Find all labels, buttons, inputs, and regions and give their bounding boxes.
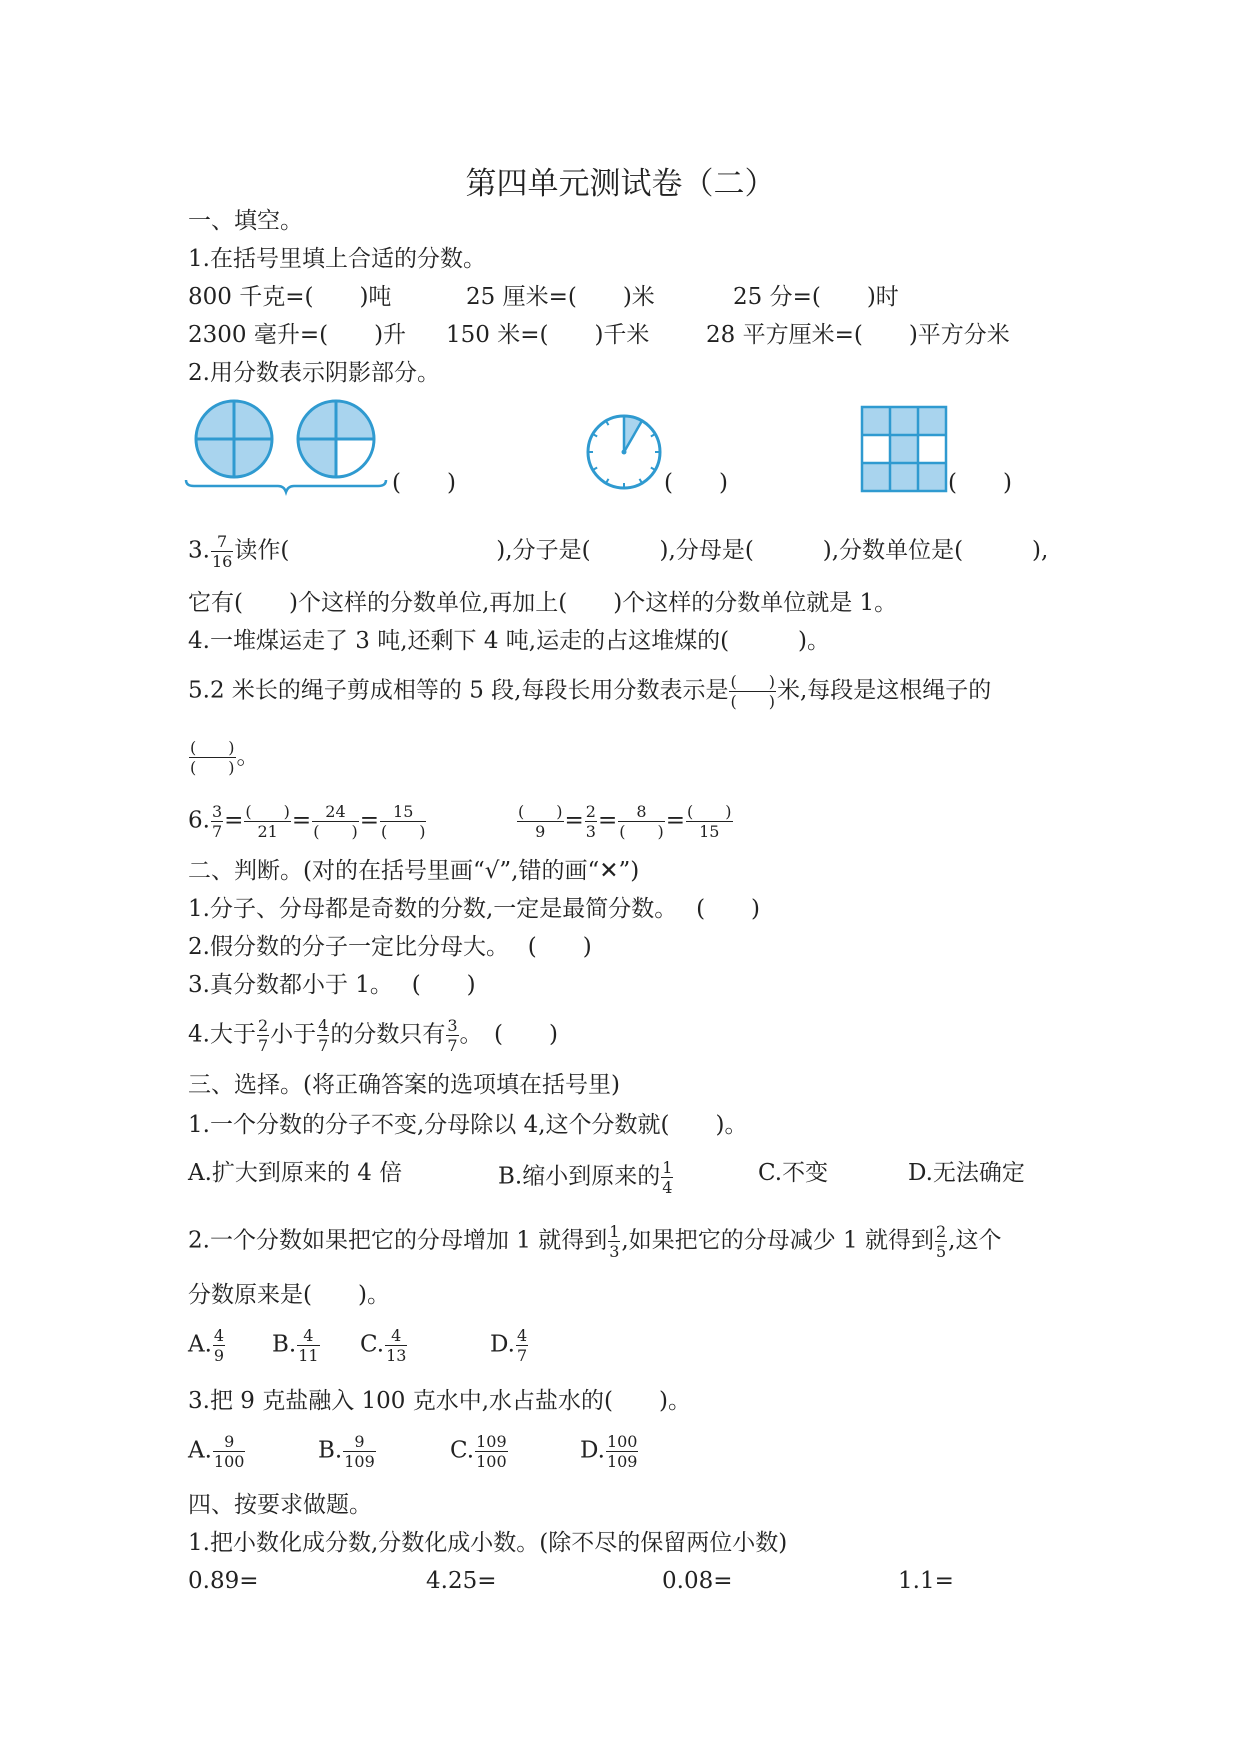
q1-2-blank[interactable]: ( ) — [948, 470, 1012, 496]
q4-1-item: 0.89= — [188, 1568, 259, 1594]
q2-3: 3.真分数都小于 1。 ( ) — [188, 972, 476, 998]
q1-1-item: 28 平方厘米=( )平方分米 — [706, 322, 1010, 348]
q3-3-option: C. $\frac{109}{100}$ — [450, 1432, 507, 1471]
q1-6-eq1: 6. $\frac{3}{7}$ = $\frac{( )}{21}$ = $\frac{24}{( )}$ = $\frac{15}{( )}$ — [188, 802, 426, 841]
section3-heading: 三、选择。(将正确答案的选项填在括号里) — [188, 1072, 620, 1098]
two-circles-figure — [186, 398, 386, 492]
q1-1-stem: 1.在括号里填上合适的分数。 — [188, 246, 486, 272]
clock-tick — [651, 434, 655, 437]
clock-tick — [606, 479, 609, 483]
circle-right — [298, 401, 374, 477]
section1-heading: 一、填空。 — [188, 208, 303, 234]
q1-5-line1: 5.2 米长的绳子剪成相等的 5 段,每段长用分数表示是 $\frac{( )}{( )}$ 米,每段是这根绳子的 — [188, 672, 992, 711]
q1-1-item: 150 米=( )千米 — [446, 322, 650, 348]
q1-3-line2: 它有( )个这样的分数单位,再加上( )个这样的分数单位就是 1。 — [188, 590, 898, 616]
q1-4: 4.一堆煤运走了 3 吨,还剩下 4 吨,运走的占这堆煤的( )。 — [188, 628, 831, 654]
fraction-blank: $\frac{( )}{( )}$ — [190, 738, 235, 777]
q2-2: 2.假分数的分子一定比分母大。 ( ) — [188, 934, 592, 960]
q3-2-line2: 分数原来是( )。 — [188, 1282, 390, 1308]
clock-tick — [593, 434, 597, 437]
clock-tick — [640, 479, 643, 483]
q3-3-stem: 3.把 9 克盐融入 100 克水中,水占盐水的( )。 — [188, 1388, 691, 1414]
q1-2-stem: 2.用分数表示阴影部分。 — [188, 360, 440, 386]
q3-1-option-b: B.缩小到原来的 $\frac{1}{4}$ — [498, 1158, 673, 1197]
clock-tick — [651, 468, 655, 471]
q3-3-option: A. $\frac{9}{100}$ — [188, 1432, 245, 1471]
q1-2-blank[interactable]: ( ) — [392, 470, 456, 496]
q3-3-option: D. $\frac{100}{109}$ — [580, 1432, 638, 1471]
q4-1-stem: 1.把小数化成分数,分数化成小数。(除不尽的保留两位小数) — [188, 1530, 788, 1556]
q2-4: 4.大于 $\frac{2}{7}$ 小于 $\frac{4}{7}$ 的分数只有 $\frac{3}{7}$ 。 ( ) — [188, 1016, 558, 1055]
q3-2-option: A. $\frac{4}{9}$ — [188, 1326, 225, 1365]
q3-1-stem: 1.一个分数的分子不变,分母除以 4,这个分数就( )。 — [188, 1112, 748, 1138]
q4-1-item: 1.1= — [898, 1568, 954, 1594]
page-title: 第四单元测试卷（二） — [465, 166, 776, 202]
q1-1-item: 25 分=( )时 — [733, 284, 899, 310]
section4-heading: 四、按要求做题。 — [188, 1492, 372, 1518]
q3-1-option-a: A.扩大到原来的 4 倍 — [188, 1160, 403, 1186]
fraction: $\frac{7}{16}$ — [211, 532, 233, 571]
q3-3-option: B. $\frac{9}{109}$ — [318, 1432, 375, 1471]
q1-1-item: 25 厘米=( )米 — [466, 284, 655, 310]
q1-6-eq2: $\frac{( )}{9}$ = $\frac{2}{3}$ = $\frac{8}{( )}$ = $\frac{( )}{15}$ — [518, 802, 732, 841]
fraction-blank: $\frac{( )}{( )}$ — [730, 672, 775, 711]
clock-figure — [584, 412, 664, 492]
q3-2-option: C. $\frac{4}{13}$ — [360, 1326, 407, 1365]
q3-2-option: D. $\frac{4}{7}$ — [490, 1326, 528, 1365]
q1-1-item: 800 千克=( )吨 — [188, 284, 392, 310]
q1-1-item: 2300 毫升=( )升 — [188, 322, 407, 348]
q3-2-line1: 2.一个分数如果把它的分母增加 1 就得到 $\frac{1}{3}$ ,如果把它的分母减少 1 就得到 $\frac{2}{5}$ ,这个 — [188, 1222, 1002, 1261]
circle-left — [196, 401, 272, 477]
q1-3-line1: 3. $\frac{7}{16}$ 读作( ),分子是( ),分母是( ),分数单位是( ), — [188, 532, 1049, 571]
q1-2-blank[interactable]: ( ) — [664, 470, 728, 496]
q3-2-option: B. $\frac{4}{11}$ — [272, 1326, 319, 1365]
q1-5-line2: $\frac{( )}{( )}$ 。 — [190, 738, 260, 777]
q4-1-item: 0.08= — [662, 1568, 733, 1594]
grid-figure — [862, 407, 946, 491]
q2-1: 1.分子、分母都是奇数的分数,一定是最简分数。 ( ) — [188, 896, 761, 922]
clock-tick — [606, 421, 609, 425]
clock-tick — [593, 468, 597, 471]
q4-1-item: 4.25= — [426, 1568, 497, 1594]
brace — [186, 480, 386, 492]
q3-1-option-c: C.不变 — [758, 1160, 829, 1186]
section2-heading: 二、判断。(对的在括号里画“√”,错的画“✕”) — [188, 858, 640, 884]
q3-1-option-d: D.无法确定 — [908, 1160, 1025, 1186]
